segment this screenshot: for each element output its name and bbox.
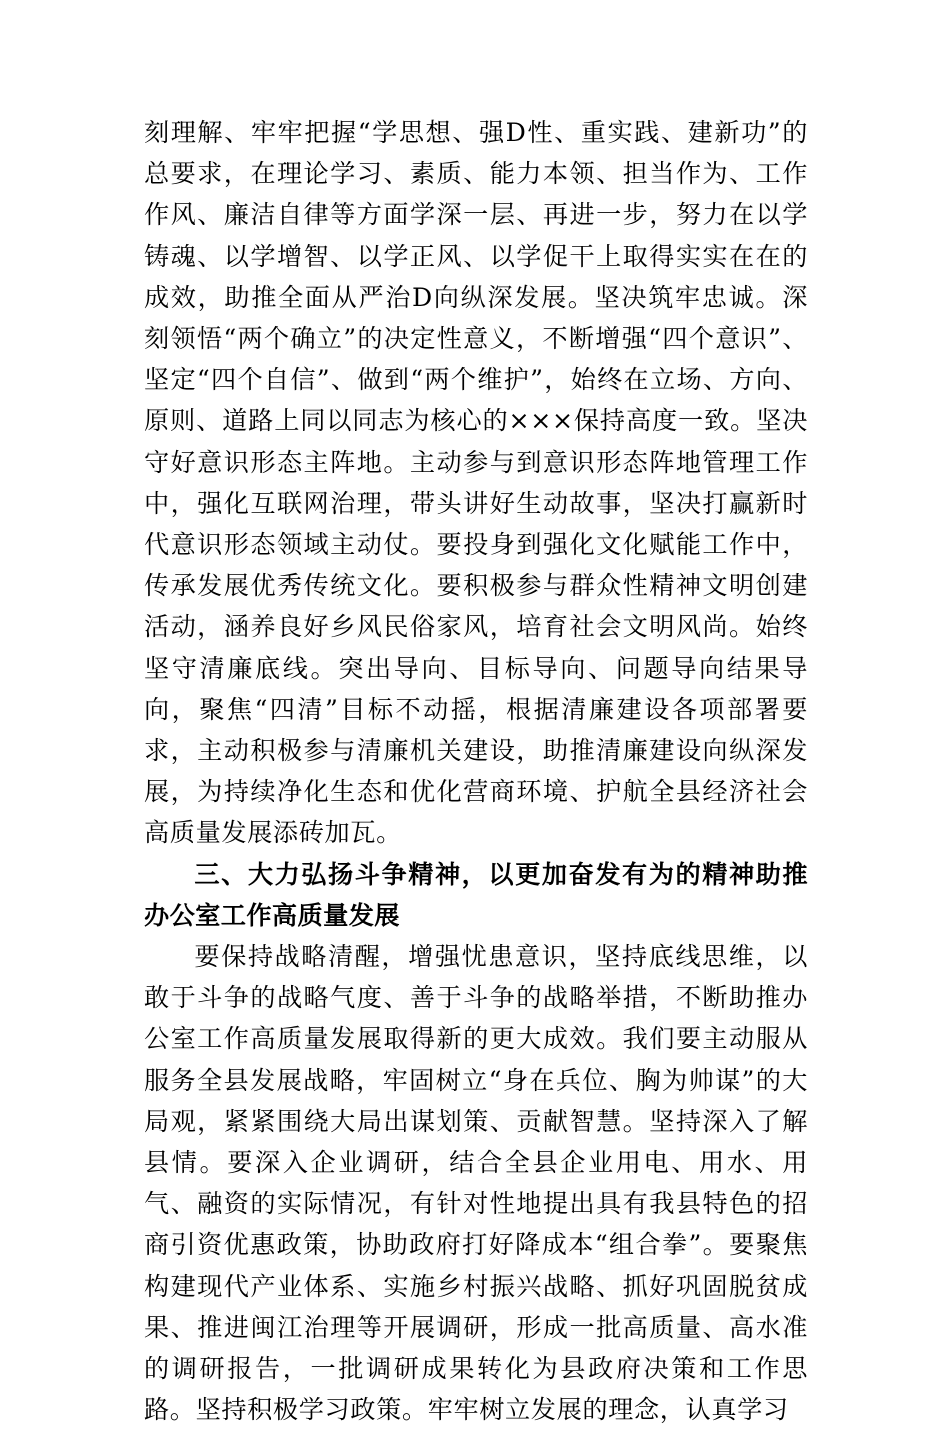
document-page — [144, 112, 808, 1431]
body-paragraph-section-3: 要保持战略清醒，增强忧患意识，坚持底线思维，以敢于斗争的战略气度、善于斗争的战略举措，不断助推办公室工作高质量发展取得新的更大成效。我们要主动服从服务全县发展战略，牢固树立“身在兵位、胸为帅谋”的大局观，紧紧围绕大局出谋划策、贡献智慧。坚持深入了解县情。要深入企业调研，结合全县企业用电、用水、用气、融资的实际情况，有针对性地提出具有我县特色的招商引资优惠政策，协助政府打好降成本“组合拳”。要聚焦构建现代产业体系、实施乡村振兴战略、抓好巩固脱贫成果、推进闽江治理等开展调研，形成一批高质量、高水准的调研报告，一批调研成果转化为县政府决策和工作思路。坚持积极学习政策。牢牢树立发展的理念，认真学习 — [144, 942, 808, 1425]
section-heading-3: 三、大力弘扬斗争精神，以更加奋发有为的精神助推办公室工作高质量发展 — [144, 859, 808, 930]
body-paragraph-continued: 刻理解、牢牢把握“学思想、强D性、重实践、建新功”的总要求，在理论学习、素质、能力本领、担当作为、工作作风、廉洁自律等方面学深一层、再进一步，努力在以学铸魂、以学增智、以学正风、以学促干上取得实实在在的成效，助推全面从严治D向纵深发展。坚决筑牢忠诚。深刻领悟“两个确立”的决定性意义，不断增强“四个意识”、坚定“四个自信”、做到“两个维护”，始终在立场、方向、原则、道路上同以同志为核心的×××保持高度一致。坚决守好意识形态主阵地。主动参与到意识形态阵地管理工作中，强化互联网治理，带头讲好生动故事，坚决打赢新时代意识形态领域主动仗。要投身到强化文化赋能工作中，传承发展优秀传统文化。要积极参与群众性精神文明创建活动，涵养良好乡风民俗家风，培育社会文明风尚。始终坚守清廉底线。突出导向、目标导向、问题导向结果导向，聚焦“四清”目标不动摇，根据清廉建设各项部署要求，主动积极参与清廉机关建设，助推清廉建设向纵深发展，为持续净化生态和优化营商环境、护航全县经济社会高质量发展添砖加瓦。 — [144, 118, 808, 848]
